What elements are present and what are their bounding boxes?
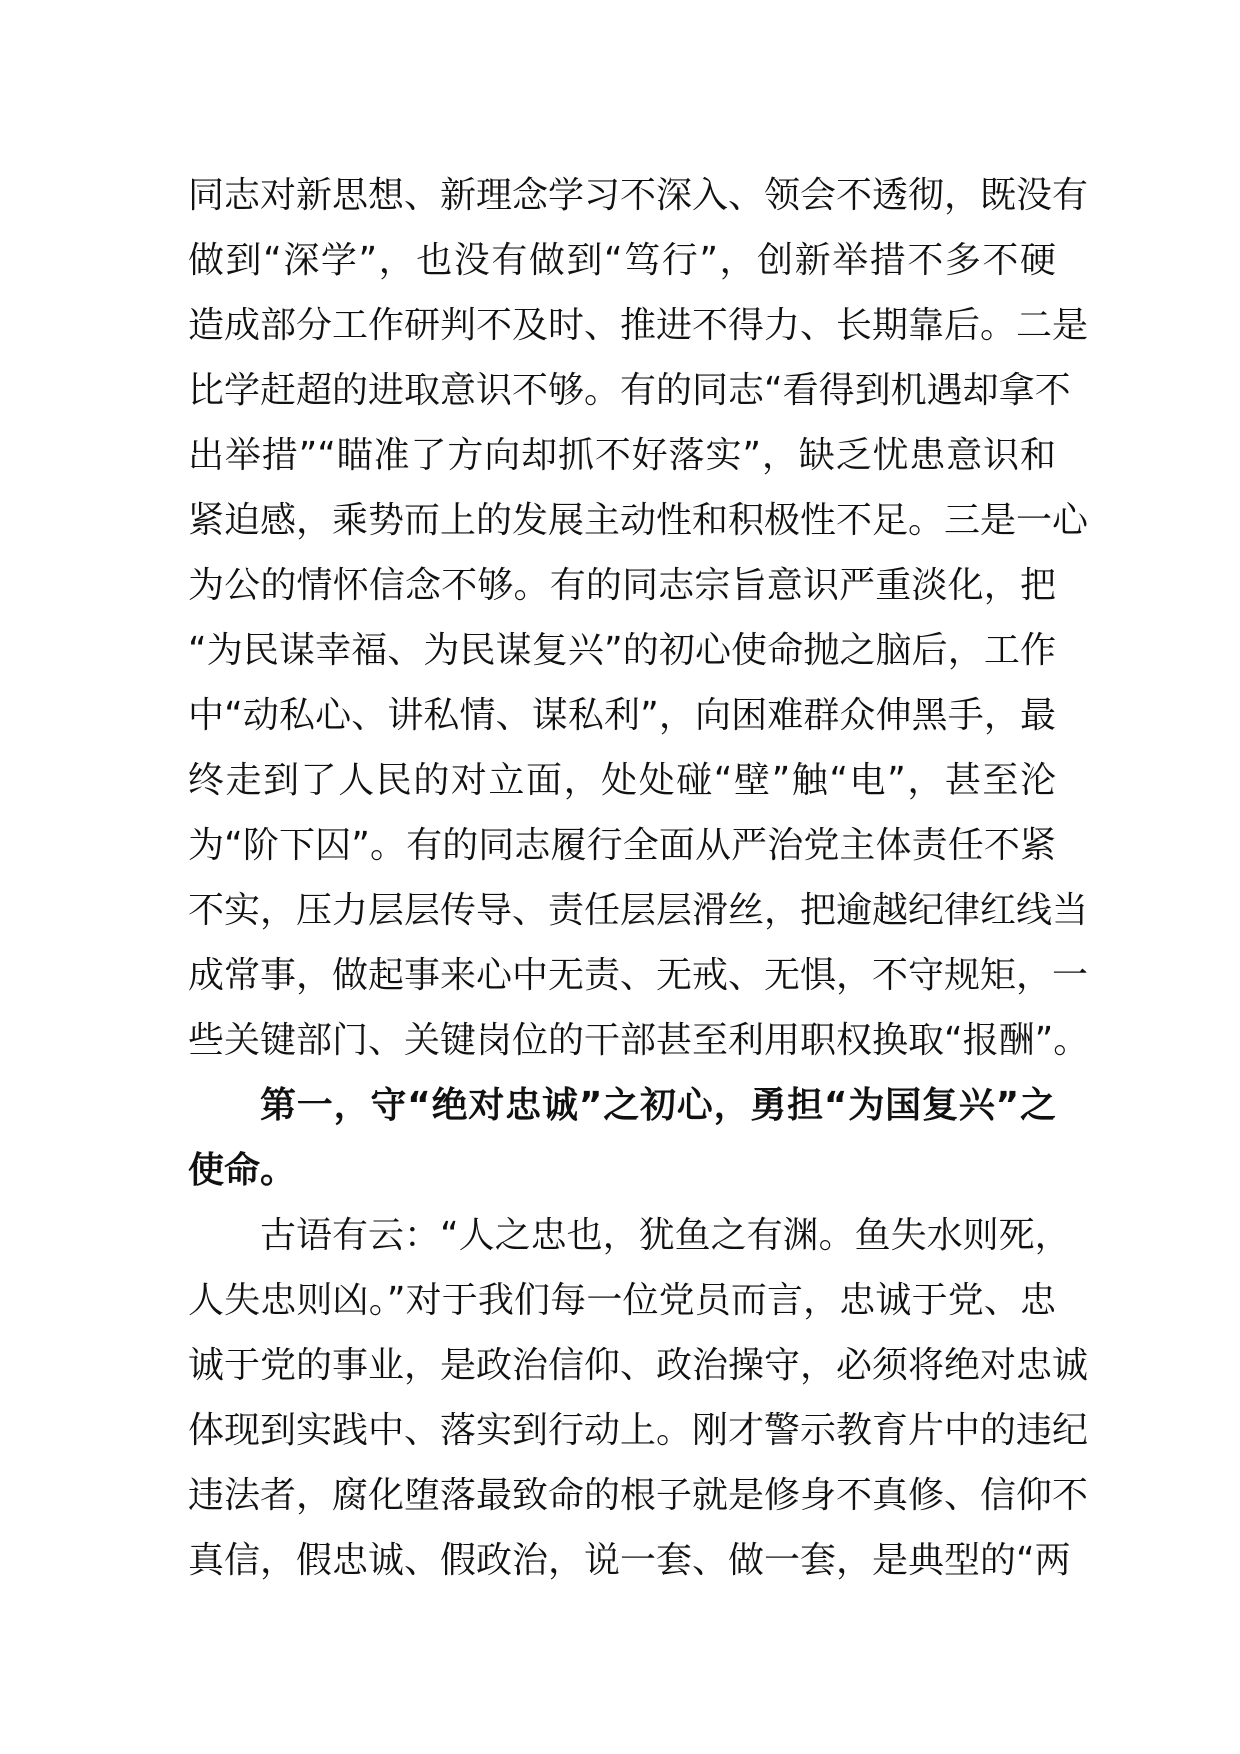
paragraph-line: 做到“深学”，也没有做到“笃行”，创新举措不多不硬 [188,240,1056,281]
paragraph-line: “为民谋幸福、为民谋复兴”的初心使命抛之脑后，工作 [188,630,1056,671]
document-page [188,163,1090,1593]
paragraph-2 [188,1203,1089,1593]
paragraph-line: 造成部分工作研判不及时、推进不得力、长期靠后。二是 [188,305,1089,346]
paragraph-line: 比学赶超的进取意识不够。有的同志“看得到机遇却拿不 [188,370,1071,411]
paragraph-line: 人失忠则凶。”对于我们每一位党员而言，忠诚于党、忠 [188,1280,1056,1321]
heading-line: 第一，守“绝对忠诚”之初心，勇担“为国复兴”之 [260,1085,1056,1126]
paragraph-line: 为公的情怀信念不够。有的同志宗旨意识严重淡化，把 [188,565,1056,606]
paragraph-line: 些关键部门、关键岗位的干部甚至利用职权换取“报酬”。 [188,1020,1090,1061]
heading-line: 使命。 [188,1150,297,1191]
paragraph-line: 终走到了人民的对立面，处处碰“壁”触“电”，甚至沦 [188,760,1056,801]
paragraph-line: 体现到实践中、落实到行动上。刚才警示教育片中的违纪 [188,1410,1089,1451]
paragraph-line: 紧迫感，乘势而上的发展主动性和积极性不足。三是一心 [188,500,1089,541]
paragraph-line: 出举措”“瞄准了方向却抓不好落实”，缺乏忧患意识和 [188,435,1056,476]
paragraph-line: 不实，压力层层传导、责任层层滑丝，把逾越纪律红线当 [188,890,1089,931]
paragraph-line: 成常事，做起事来心中无责、无戒、无惧，不守规矩，一 [188,955,1089,996]
section-heading [188,1073,1056,1203]
paragraph-line: 为“阶下囚”。有的同志履行全面从严治党主体责任不紧 [188,825,1056,866]
paragraph-line: 真信，假忠诚、假政治，说一套、做一套，是典型的“两 [188,1540,1071,1581]
paragraph-line: 同志对新思想、新理念学习不深入、领会不透彻，既没有 [188,175,1089,216]
paragraph-line: 中“动私心、讲私情、谋私利”，向困难群众伸黑手，最 [188,695,1056,736]
paragraph-line: 诚于党的事业，是政治信仰、政治操守，必须将绝对忠诚 [188,1345,1089,1386]
paragraph-line: 古语有云：“人之忠也，犹鱼之有渊。鱼失水则死， [260,1215,1071,1256]
paragraph-1 [188,163,1090,1073]
paragraph-line: 违法者，腐化堕落最致命的根子就是修身不真修、信仰不 [188,1475,1089,1516]
